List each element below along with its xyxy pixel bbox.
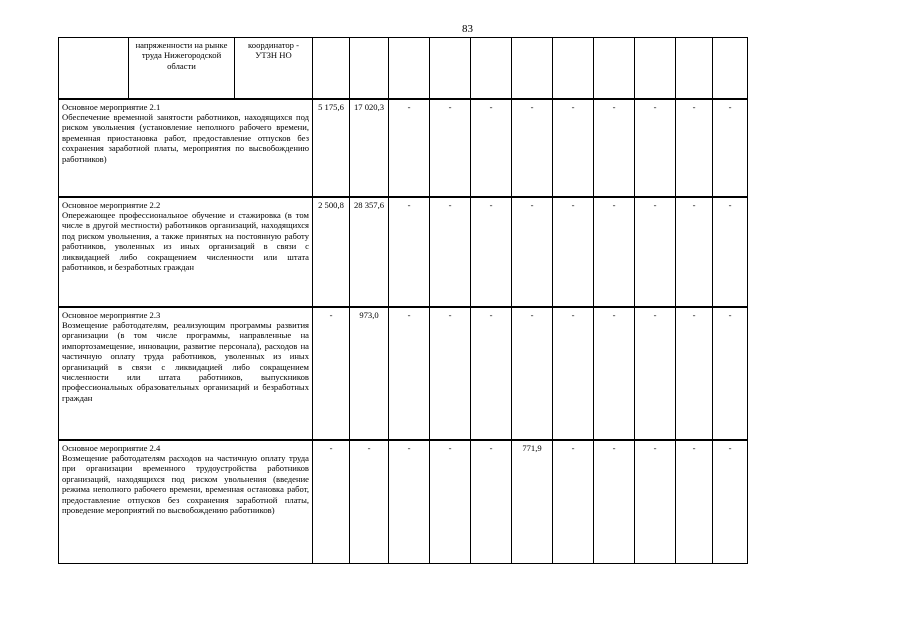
table-cell	[512, 38, 553, 99]
value-cell: -	[313, 440, 350, 564]
value-cell: -	[471, 440, 512, 564]
value-cell: -	[313, 307, 350, 440]
value-cell: -	[713, 440, 748, 564]
value-cell: -	[635, 197, 676, 307]
value-cell: -	[350, 440, 389, 564]
page-number: 83	[462, 23, 473, 35]
value-cell: 17 020,3	[350, 99, 389, 197]
table-cell	[59, 38, 129, 99]
table-cell	[389, 38, 430, 99]
table-row	[59, 38, 748, 99]
table-cell	[350, 38, 389, 99]
value-cell: -	[713, 197, 748, 307]
activity-description: Возмещение работодателям, реализующим программы развития организации (в том числе программы, направленные на импортозамещение, инновации, развитие персонала), расходов на частичную оплату труда работников, уволенных из иных организаций в связи с ликвидацией либо сокращением численности или штата работников, выпускников профессиональных образовательных организаций и безработных граждан	[62, 319, 309, 403]
table-cell	[553, 38, 594, 99]
table-cell: координатор - УТЗН НО	[235, 38, 313, 99]
value-cell: -	[471, 99, 512, 197]
value-cell: -	[676, 307, 713, 440]
value-cell: -	[389, 197, 430, 307]
value-cell: -	[430, 197, 471, 307]
value-cell: -	[594, 99, 635, 197]
table-row	[59, 307, 748, 440]
activity-cell	[59, 307, 313, 440]
value-cell: 771,9	[512, 440, 553, 564]
value-cell: -	[512, 307, 553, 440]
table-cell	[713, 38, 748, 99]
value-cell: -	[635, 99, 676, 197]
value-cell: -	[430, 440, 471, 564]
value-cell: -	[553, 99, 594, 197]
value-cell: -	[553, 197, 594, 307]
table-row	[59, 197, 748, 307]
value-cell: -	[389, 307, 430, 440]
value-cell: 2 500,8	[313, 197, 350, 307]
table-cell	[635, 38, 676, 99]
value-cell: -	[512, 197, 553, 307]
activity-description: Опережающее профессиональное обучение и стажировка (в том числе в другой местности) работников организаций, находящихся под риском увольнения, а также принятых на постоянную работу работников, уволенных из иных организаций в связи с ликвидацией либо сокращением численности или штата работников, и безработных граждан	[62, 209, 309, 272]
table-row	[59, 440, 748, 564]
activity-title: Основное мероприятие 2.3	[62, 309, 161, 320]
activity-title: Основное мероприятие 2.1	[62, 101, 161, 112]
activity-title: Основное мероприятие 2.4	[62, 442, 161, 453]
value-cell: -	[676, 440, 713, 564]
table-cell	[676, 38, 713, 99]
value-cell: -	[389, 440, 430, 564]
table-cell	[471, 38, 512, 99]
value-cell: -	[676, 99, 713, 197]
table-row	[59, 99, 748, 197]
budget-table	[58, 37, 748, 564]
value-cell: -	[512, 99, 553, 197]
value-cell: -	[635, 307, 676, 440]
value-cell: -	[471, 307, 512, 440]
value-cell: 973,0	[350, 307, 389, 440]
value-cell: 28 357,6	[350, 197, 389, 307]
value-cell: -	[594, 307, 635, 440]
table-cell: напряженности на рынке труда Нижегородской области	[129, 38, 235, 99]
value-cell: -	[389, 99, 430, 197]
value-cell: -	[553, 440, 594, 564]
activity-description: Возмещение работодателям расходов на частичную оплату труда при организации временного трудоустройства работников организаций, находящихся под риском увольнения (введение режима неполного рабочего времени, временная остановка работ, предоставление отпусков без сохранения заработной платы, проведение мероприятий по высвобождению работников)	[62, 452, 309, 515]
value-cell: -	[430, 99, 471, 197]
activity-cell	[59, 197, 313, 307]
table-cell	[430, 38, 471, 99]
value-cell: -	[594, 197, 635, 307]
value-cell: -	[594, 440, 635, 564]
value-cell: -	[635, 440, 676, 564]
value-cell: -	[713, 307, 748, 440]
activity-cell	[59, 440, 313, 564]
value-cell: -	[430, 307, 471, 440]
activity-description: Обеспечение временной занятости работников, находящихся под риском увольнения (установление неполного рабочего времени, временная приостановка работ, предоставление отпусков без сохранения заработной платы, мероприятия по высвобождению работников)	[62, 111, 309, 164]
value-cell: -	[713, 99, 748, 197]
value-cell: -	[471, 197, 512, 307]
value-cell: -	[676, 197, 713, 307]
value-cell: 5 175,6	[313, 99, 350, 197]
value-cell: -	[553, 307, 594, 440]
activity-title: Основное мероприятие 2.2	[62, 199, 161, 210]
table-cell	[594, 38, 635, 99]
table-cell	[313, 38, 350, 99]
activity-cell	[59, 99, 313, 197]
